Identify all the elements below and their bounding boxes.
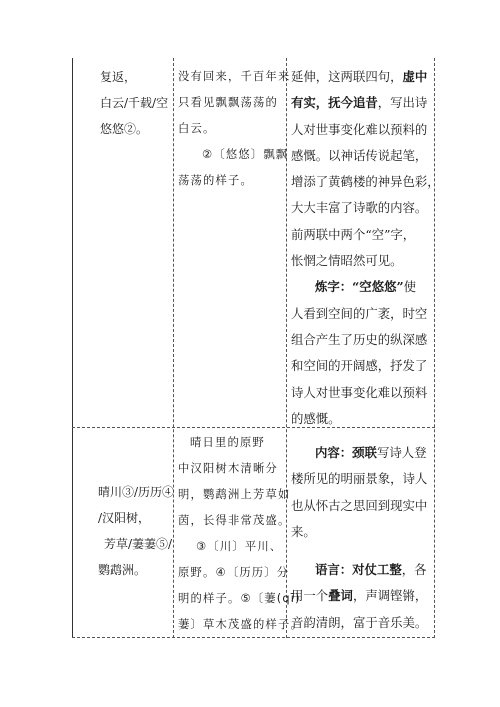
analysis-line: 有实，抚今追昔，写出诗 [291, 95, 428, 111]
translation-line: 没有回来，千百年来 [178, 70, 291, 83]
analysis-line: 诗人对世事变化难以预料 [291, 384, 428, 400]
annotation-line: 明的样子。⑤〔萋(qī) [178, 592, 301, 605]
analysis-line: 感慨。以神话传说起笔， [291, 147, 428, 163]
row2-verse [98, 479, 173, 583]
row2-analysis [291, 440, 433, 636]
analysis-line: 的感慨。 [291, 410, 341, 426]
analysis-line: 语言：对仗工整，各 [315, 562, 427, 578]
verse-line: 芳草/萋萋⑤/ [104, 537, 173, 551]
verse-line: /汉阳树， [98, 511, 151, 525]
key-phrase: 虚中 [402, 69, 428, 84]
section-heading: 语言：对仗工整 [315, 562, 402, 578]
annotation-line: 原野。④〔历历〕分 [178, 566, 290, 579]
analysis-line: 用一个叠词，声调铿锵， [291, 588, 428, 604]
section-heading: 炼字：“空悠悠” [315, 279, 404, 295]
translation-line: 白云。 [178, 122, 216, 135]
table-left-border [72, 58, 73, 638]
analysis-line: 人对世事变化难以预料的 [291, 121, 428, 137]
section-heading: 内容：颈联 [315, 445, 377, 460]
row2-translation [178, 430, 303, 638]
verse-line: 鹦鹉洲。 [98, 563, 147, 577]
analysis-line: 人看到空间的广袤，时空 [291, 305, 428, 321]
analysis-line: 炼字：“空悠悠”使 [315, 279, 416, 295]
analysis-line: 延伸，这两联四句，虚中 [291, 69, 428, 84]
poem-analysis-table [72, 58, 440, 638]
key-phrase: 有实，抚今追昔 [291, 95, 378, 111]
analysis-line: 来。 [291, 523, 316, 539]
column-divider-1 [173, 58, 174, 638]
analysis-line: 和空间的开阔感，抒发了 [291, 358, 428, 374]
analysis-line: 音韵清朗，富于音乐美。 [291, 614, 428, 630]
annotation-line: 萋〕草木茂盛的样子。 [178, 618, 303, 631]
analysis-line: 楼所见的明丽景象，诗人 [291, 471, 428, 487]
annotation-line: 荡荡的样子。 [178, 174, 253, 187]
translation-line: 中汉阳树木清晰分 [178, 462, 278, 475]
table-right-border [434, 58, 435, 638]
translation-line: 明，鹦鹉洲上芳草如 [178, 488, 291, 501]
verse-line: 晴川③/历历④ [98, 485, 175, 499]
annotation-line: ③〔川〕平川、 [196, 540, 283, 553]
verse-line: 悠悠②。 [100, 122, 149, 136]
analysis-line: 也从怀古之思回到现实中 [291, 497, 428, 513]
analysis-line: 大大丰富了诗歌的内容。 [291, 200, 428, 216]
verse-line: 复返， [100, 70, 137, 84]
analysis-line: 前两联中两个“空”字， [291, 226, 416, 242]
key-phrase: 叠词 [328, 588, 353, 604]
annotation-line: ②〔悠悠〕飘飘 [202, 148, 289, 161]
translation-line: 只看见飘飘荡荡的 [178, 96, 278, 109]
row1-translation [178, 64, 291, 194]
analysis-line: 组合产生了历史的纵深感 [291, 331, 428, 347]
translation-line: 晴日里的原野 [190, 436, 265, 449]
row1-analysis [291, 64, 440, 432]
analysis-line: 内容：颈联写诗人登 [315, 445, 427, 460]
translation-line: 茵，长得非常茂盛。 [178, 514, 291, 527]
analysis-line: 增添了黄鹤楼的神异色彩， [291, 174, 440, 190]
analysis-line: 怅惘之情昭然可见。 [291, 253, 403, 269]
row1-verse [100, 64, 172, 142]
verse-line: 白云/千载/空 [100, 96, 169, 110]
